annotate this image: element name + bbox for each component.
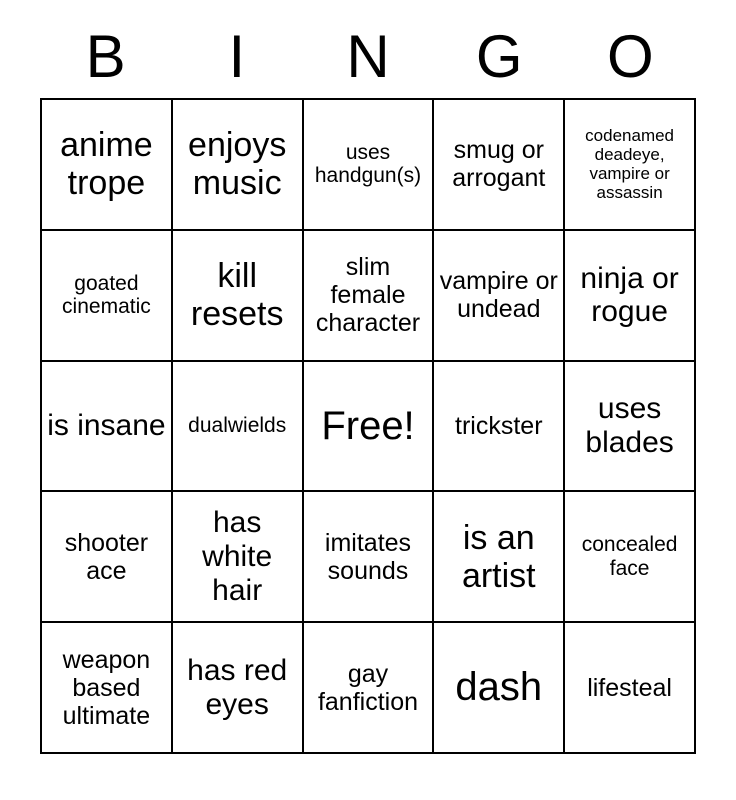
bingo-cell-text: has white hair [202, 506, 273, 607]
header-letter-i: I [228, 23, 246, 90]
bingo-cell[interactable] [434, 362, 565, 493]
bingo-cell-text: has red eyes [187, 654, 288, 721]
bingo-cell-free[interactable] [304, 362, 435, 493]
bingo-cell-text: concealed face [581, 533, 678, 580]
bingo-cell-text: gay fanfiction [317, 659, 419, 716]
bingo-cell-text: dash [455, 665, 543, 710]
bingo-cell-text: enjoys music [188, 126, 287, 203]
header-letter-g: G [475, 23, 523, 90]
bingo-cell[interactable] [434, 623, 565, 754]
bingo-cell-text: uses handgun(s) [314, 140, 422, 188]
bingo-cell[interactable] [42, 623, 173, 754]
bingo-cell-text: lifesteal [587, 673, 672, 702]
bingo-cell-text: Free! [321, 403, 415, 448]
bingo-cell-text: is an artist [461, 518, 536, 595]
bingo-cell[interactable] [304, 623, 435, 754]
bingo-cell-text: slim female character [315, 253, 421, 338]
bingo-cell-text: trickster [455, 411, 543, 440]
bingo-cell-text: dualwields [188, 414, 287, 438]
bingo-cell[interactable] [434, 231, 565, 362]
bingo-cell[interactable] [304, 100, 435, 231]
bingo-cell[interactable] [565, 492, 696, 623]
bingo-cell[interactable] [565, 362, 696, 493]
bingo-cell[interactable] [42, 362, 173, 493]
bingo-cell-text: goated cinematic [62, 271, 151, 319]
bingo-cell[interactable] [565, 231, 696, 362]
bingo-cell-text: kill resets [190, 257, 284, 334]
bingo-header [40, 22, 696, 92]
bingo-cell-text: ninja or rogue [580, 261, 679, 329]
bingo-cell-text: anime trope [60, 126, 153, 203]
header-letter-o: O [607, 23, 654, 90]
bingo-cell[interactable] [173, 362, 304, 493]
bingo-cell-text: codenamed deadeye, vampire or assassin [585, 126, 675, 203]
header-letter-n: N [346, 23, 390, 90]
bingo-cell[interactable] [434, 100, 565, 231]
bingo-cell-text: is insane [47, 409, 166, 443]
bingo-cell[interactable] [173, 100, 304, 231]
bingo-cell-text: smug or arrogant [452, 136, 546, 193]
bingo-cell[interactable] [173, 623, 304, 754]
bingo-cell[interactable] [565, 623, 696, 754]
bingo-cell-text: uses blades [585, 392, 674, 459]
bingo-cell[interactable] [42, 100, 173, 231]
bingo-cell-text: vampire or undead [439, 267, 558, 324]
bingo-cell-text: shooter ace [64, 528, 149, 585]
bingo-cell-text: weapon based ultimate [62, 645, 151, 730]
bingo-grid [40, 98, 696, 754]
bingo-cell[interactable] [304, 492, 435, 623]
bingo-cell[interactable] [434, 492, 565, 623]
bingo-cell[interactable] [42, 492, 173, 623]
bingo-cell[interactable] [42, 231, 173, 362]
bingo-cell[interactable] [173, 231, 304, 362]
bingo-cell[interactable] [565, 100, 696, 231]
bingo-cell[interactable] [304, 231, 435, 362]
bingo-cell[interactable] [173, 492, 304, 623]
bingo-cell-text: imitates sounds [324, 528, 412, 585]
header-letter-b: B [85, 23, 126, 90]
